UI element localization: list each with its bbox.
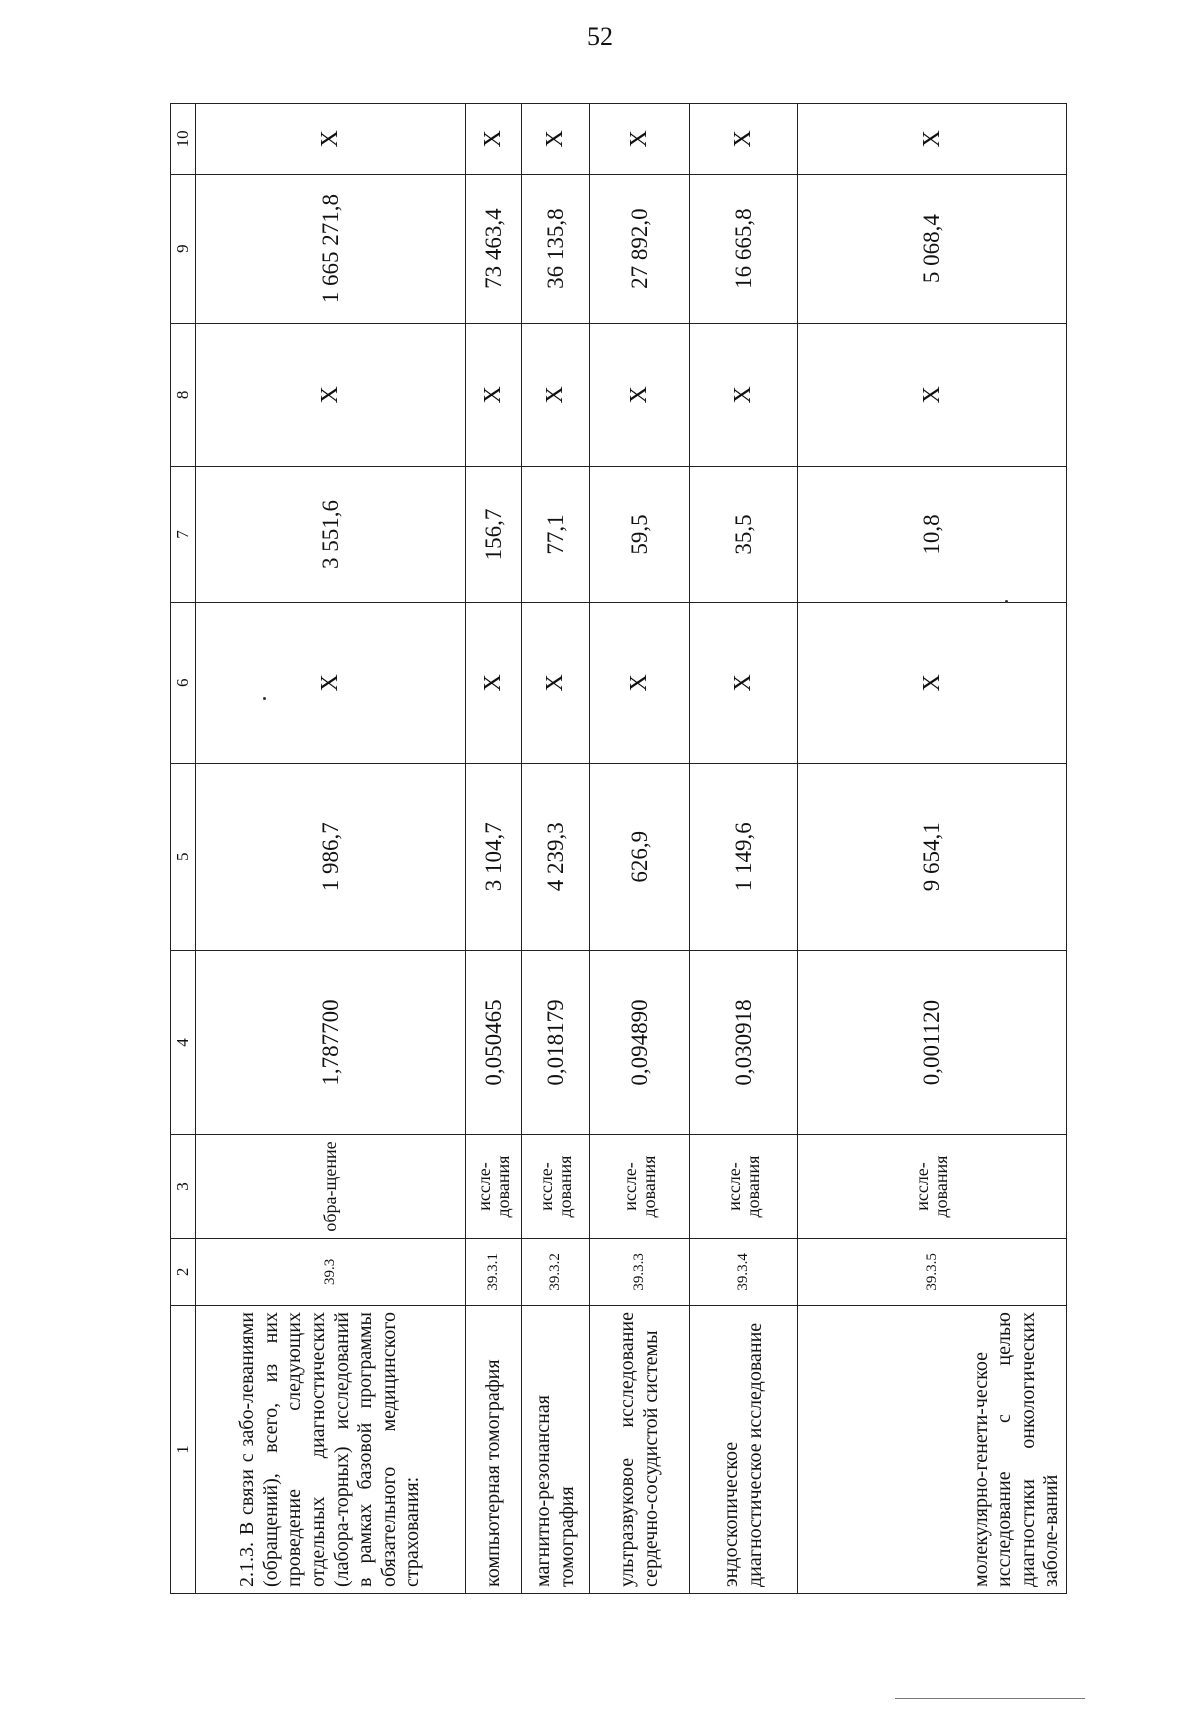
- cell-col9: 5 068,4: [798, 174, 1067, 323]
- row-unit: иссле-дования: [466, 1135, 522, 1238]
- cell-col4: 0,050465: [466, 950, 522, 1135]
- cell-col4: 1,787700: [196, 950, 466, 1135]
- cell-col6: X: [590, 602, 690, 763]
- row-unit: иссле-дования: [798, 1135, 1067, 1238]
- cell-col8: X: [522, 323, 590, 466]
- row-unit: обра-щение: [196, 1135, 466, 1238]
- cell-col5: 626,9: [590, 763, 690, 950]
- column-header: 3: [171, 1135, 196, 1238]
- cell-col9: 36 135,8: [522, 174, 590, 323]
- scan-speck: [263, 697, 266, 700]
- data-table: [170, 103, 1067, 1594]
- cell-col4: 0,094890: [590, 950, 690, 1135]
- column-header: 10: [171, 104, 196, 175]
- cell-col4: 0,001120: [798, 950, 1067, 1135]
- table-row: [196, 104, 466, 1594]
- row-code: 39.3.3: [590, 1238, 690, 1305]
- cell-col10: X: [466, 104, 522, 175]
- row-unit: иссле-дования: [690, 1135, 798, 1238]
- table-row: [590, 104, 690, 1594]
- column-header: 7: [171, 467, 196, 603]
- cell-col8: X: [466, 323, 522, 466]
- cell-col8: X: [690, 323, 798, 466]
- cell-col10: X: [196, 104, 466, 175]
- cell-col6: X: [690, 602, 798, 763]
- row-code: 39.3.4: [690, 1238, 798, 1305]
- scan-edge-line: [895, 1698, 1085, 1699]
- cell-col7: 59,5: [590, 467, 690, 603]
- cell-col9: 27 892,0: [590, 174, 690, 323]
- row-code: 39.3: [196, 1238, 466, 1305]
- table-row: [522, 104, 590, 1594]
- page-number: 52: [587, 22, 613, 51]
- row-name: молекулярно-генети-ческое исследование с целью диагностики онкологических заболе-ваний: [798, 1306, 1067, 1594]
- cell-col7: 35,5: [690, 467, 798, 603]
- column-header: 1: [171, 1306, 196, 1594]
- column-header: 5: [171, 763, 196, 950]
- cell-col5: 3 104,7: [466, 763, 522, 950]
- cell-col10: X: [690, 104, 798, 175]
- cell-col4: 0,030918: [690, 950, 798, 1135]
- row-code: 39.3.1: [466, 1238, 522, 1305]
- cell-col5: 4 239,3: [522, 763, 590, 950]
- cell-col10: X: [590, 104, 690, 175]
- row-code: 39.3.5: [798, 1238, 1067, 1305]
- column-header: 2: [171, 1238, 196, 1305]
- cell-col7: 10,8: [798, 467, 1067, 603]
- cell-col10: X: [522, 104, 590, 175]
- row-unit: иссле-дования: [590, 1135, 690, 1238]
- cell-col7: 156,7: [466, 467, 522, 603]
- rotated-table-container: [170, 103, 1067, 1594]
- cell-col9: 73 463,4: [466, 174, 522, 323]
- table-row: [466, 104, 522, 1594]
- row-unit: иссле-дования: [522, 1135, 590, 1238]
- cell-col6: X: [196, 602, 466, 763]
- column-header: 9: [171, 174, 196, 323]
- table-wrapper: [170, 103, 1067, 1594]
- cell-col10: X: [798, 104, 1067, 175]
- cell-col7: 3 551,6: [196, 467, 466, 603]
- cell-col6: X: [798, 602, 1067, 763]
- row-code: 39.3.2: [522, 1238, 590, 1305]
- column-header: 6: [171, 602, 196, 763]
- scan-speck: [1005, 600, 1008, 603]
- table-row: [798, 104, 1067, 1594]
- cell-col8: X: [590, 323, 690, 466]
- row-name: компьютерная томография: [466, 1306, 522, 1594]
- cell-col5: 1 149,6: [690, 763, 798, 950]
- cell-col5: 1 986,7: [196, 763, 466, 950]
- table-row: [690, 104, 798, 1594]
- cell-col5: 9 654,1: [798, 763, 1067, 950]
- row-name: магнитно-резонансная томография: [522, 1306, 590, 1594]
- cell-col4: 0,018179: [522, 950, 590, 1135]
- cell-col7: 77,1: [522, 467, 590, 603]
- column-header: 4: [171, 950, 196, 1135]
- row-name: эндоскопическое диагностическое исследование: [690, 1306, 798, 1594]
- cell-col9: 1 665 271,8: [196, 174, 466, 323]
- cell-col8: X: [798, 323, 1067, 466]
- row-name: 2.1.3. В связи с забо-леваниями (обращений), всего, из них проведение следующих отдельных диагностических (лабора-торных) исследований в рамках базовой программы обязательного медицинского страхования:: [196, 1306, 466, 1594]
- cell-col6: X: [522, 602, 590, 763]
- header-row: [171, 104, 196, 1594]
- column-header: 8: [171, 323, 196, 466]
- row-name: ультразвуковое исследование сердечно-сосудистой системы: [590, 1306, 690, 1594]
- cell-col6: X: [466, 602, 522, 763]
- cell-col9: 16 665,8: [690, 174, 798, 323]
- cell-col8: X: [196, 323, 466, 466]
